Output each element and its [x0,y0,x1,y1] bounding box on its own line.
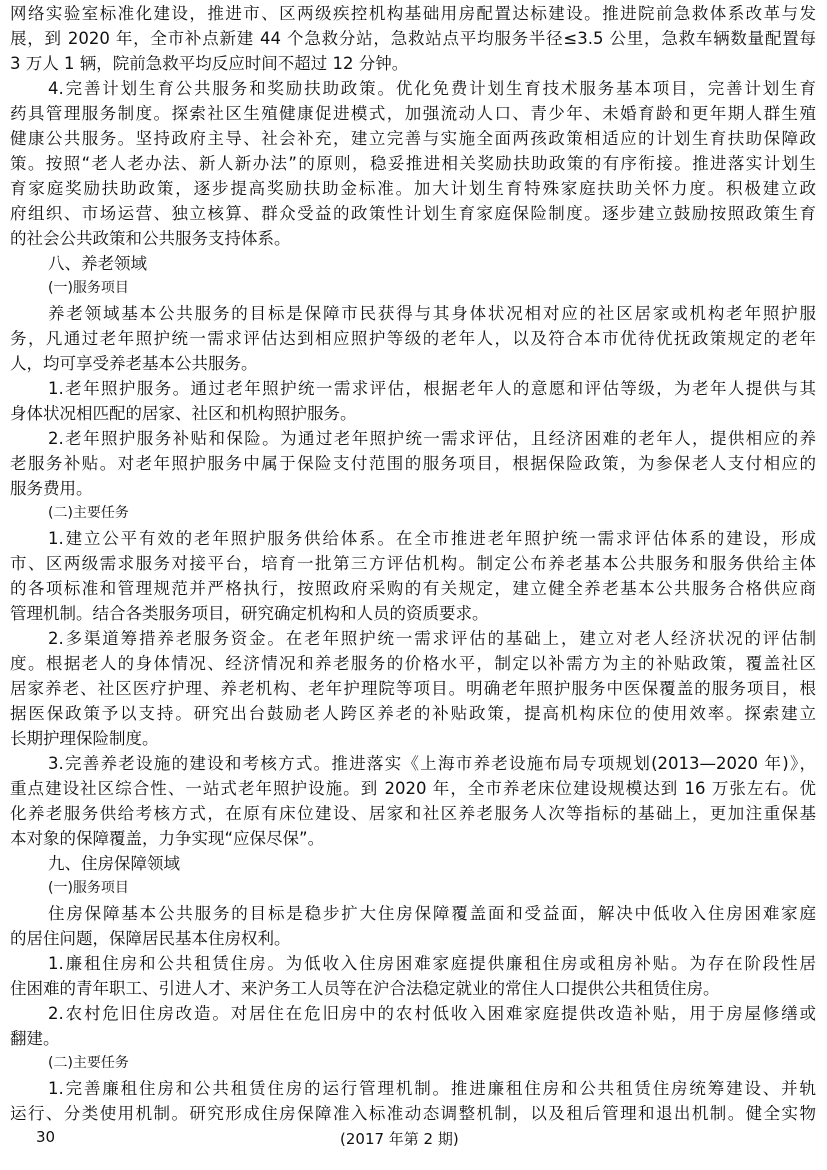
text-line: 的居住问题，保障居民基本住房权利。 [10,929,291,948]
paragraph [10,376,816,426]
text-line: 八、养老领域 [48,254,147,273]
document-body [10,1,816,1126]
subsection-heading [10,501,816,526]
text-line: 药具管理服务制度。探索社区生殖健康促进模式，加强流动人口、青少年、未婚育龄和更年期人群生殖 [10,104,816,123]
page-footer [0,1128,827,1153]
text-line: 据医保政策予以支持。研究出台鼓励老人跨区养老的补贴政策，提高机构床位的使用效率。探索建立 [10,704,816,723]
text-line: 育家庭奖励扶助政策，逐步提高奖励扶助金标准。加大计划生育特殊家庭扶助关怀力度。积极建立政 [10,179,816,198]
text-line: 市、区两级需求服务对接平台，培育一批第三方评估机构。制定公布养老基本公共服务和服务供给主体 [10,554,816,573]
paragraph [10,901,816,951]
text-line: 健康公共服务。坚持政府主导、社会补充，建立完善与实施全面两孩政策相适应的计划生育扶助保障政 [10,129,816,148]
text-line: 务，凡通过老年照护统一需求评估达到相应照护等级的老年人，以及符合本市优待优抚政策规定的老年 [10,329,816,348]
text-line: 2.农村危旧住房改造。对居住在危旧房中的农村低收入困难家庭提供改造补贴，用于房屋修缮或 [48,1004,816,1023]
text-line: 翻建。 [10,1029,60,1048]
text-line: 1.老年照护服务。通过老年照护统一需求评估，根据老年人的意愿和评估等级，为老年人提供与其 [48,379,816,398]
paragraph [10,301,816,376]
paragraph [10,76,816,251]
text-line: (二)主要任务 [48,505,129,521]
text-line: (一)服务项目 [48,280,129,296]
subsection-heading [10,276,816,301]
text-line: 2.多渠道筹措养老服务资金。在老年照护统一需求评估的基础上，建立对老人经济状况的评估制 [48,629,816,648]
text-line: 重点建设社区综合性、一站式老年照护设施。到 2020 年，全市养老床位建设规模达到 16 万张左右。优 [10,779,816,798]
text-line: 1.建立公平有效的老年照护服务供给体系。在全市推进老年照护统一需求评估体系的建设，形成 [48,529,816,548]
section-heading [10,251,816,276]
paragraph [10,1076,816,1126]
text-line: 管理机制。结合各类服务项目，研究确定机构和人员的资质要求。 [10,604,489,623]
text-line: 老服务补贴。对老年照护服务中属于保险支付范围的服务项目，根据保险政策，为参保老人支付相应的 [10,454,816,473]
section-heading [10,851,816,876]
text-line: 养老领域基本公共服务的目标是保障市民获得与其身体状况相对应的社区居家或机构老年照护服 [48,304,816,323]
text-line: 3.完善养老设施的建设和考核方式。推进落实《上海市养老设施布局专项规划(2013—2020 年)》， [48,754,816,773]
paragraph [10,1001,816,1051]
text-line: 居家养老、社区医疗护理、养老机构、老年护理院等项目。明确老年照护服务中医保覆盖的服务项目，根 [10,679,816,698]
text-line: 长期护理保险制度。 [10,729,159,748]
issue-label: (2017 年第 2 期) [340,1130,459,1148]
text-line: 的各项标准和管理规范并严格执行，按照政府采购的有关规定，建立健全养老基本公共服务合格供应商 [10,579,816,598]
text-line: 住房保障基本公共服务的目标是稳步扩大住房保障覆盖面和受益面，解决中低收入住房困难家庭 [48,904,816,923]
paragraph [10,526,816,626]
text-line: 展，到 2020 年，全市补点新建 44 个急救分站，急救站点平均服务半径≤3.5 公里，急救车辆数量配置每 [10,29,816,48]
text-line: 人，均可享受养老基本公共服务。 [10,354,258,373]
paragraph [10,426,816,501]
text-line: 3 万人 1 辆，院前急救平均反应时间不超过 12 分钟。 [10,54,409,73]
paragraph [10,951,816,1001]
paragraph [10,626,816,751]
text-line: 的社会公共政策和公共服务支持体系。 [10,229,291,248]
text-line: 身体状况相匹配的居家、社区和机构照护服务。 [10,404,357,423]
text-line: 2.老年照护服务补贴和保险。为通过老年照护统一需求评估，且经济困难的老年人，提供相应的养 [48,429,816,448]
text-line: 1.廉租住房和公共租赁住房。为低收入住房困难家庭提供廉租住房或租房补贴。为存在阶段性居 [48,954,816,973]
text-line: 度。根据老人的身体情况、经济情况和养老服务的价格水平，制定以补需方为主的补贴政策，覆盖社区 [10,654,816,673]
text-line: (一)服务项目 [48,880,129,896]
text-line: 化养老服务供给考核方式，在原有床位建设、居家和社区养老服务人次等指标的基础上，更加注重保基 [10,804,816,823]
subsection-heading [10,1051,816,1076]
text-line: 服务费用。 [10,479,93,498]
text-line: 运行、分类使用机制。研究形成住房保障准入标准动态调整机制，以及租后管理和退出机制。健全实物 [10,1104,816,1123]
text-line: 本对象的保障覆盖，力争实现“应保尽保”。 [10,829,325,848]
text-line: 网络实验室标准化建设，推进市、区两级疾控机构基础用房配置达标建设。推进院前急救体系改革与发 [10,4,816,23]
paragraph [10,751,816,851]
text-line: 府组织、市场运营、独立核算、群众受益的政策性计划生育家庭保险制度。逐步建立鼓励按照政策生育 [10,204,816,223]
text-line: 4.完善计划生育公共服务和奖励扶助政策。优化免费计划生育技术服务基本项目，完善计划生育 [48,79,816,98]
text-line: 九、住房保障领域 [48,854,180,873]
text-line: (二)主要任务 [48,1055,129,1071]
text-line: 策。按照“老人老办法、新人新办法”的原则，稳妥推进相关奖励扶助政策的有序衔接。推进落实计划生 [10,154,816,173]
page-number: 30 [36,1128,56,1146]
subsection-heading [10,876,816,901]
text-line: 住困难的青年职工、引进人才、来沪务工人员等在沪合法稳定就业的常住人口提供公共租赁住房。 [10,979,720,998]
text-line: 1.完善廉租住房和公共租赁住房的运行管理机制。推进廉租住房和公共租赁住房统筹建设、并轨 [48,1079,816,1098]
paragraph [10,1,816,76]
